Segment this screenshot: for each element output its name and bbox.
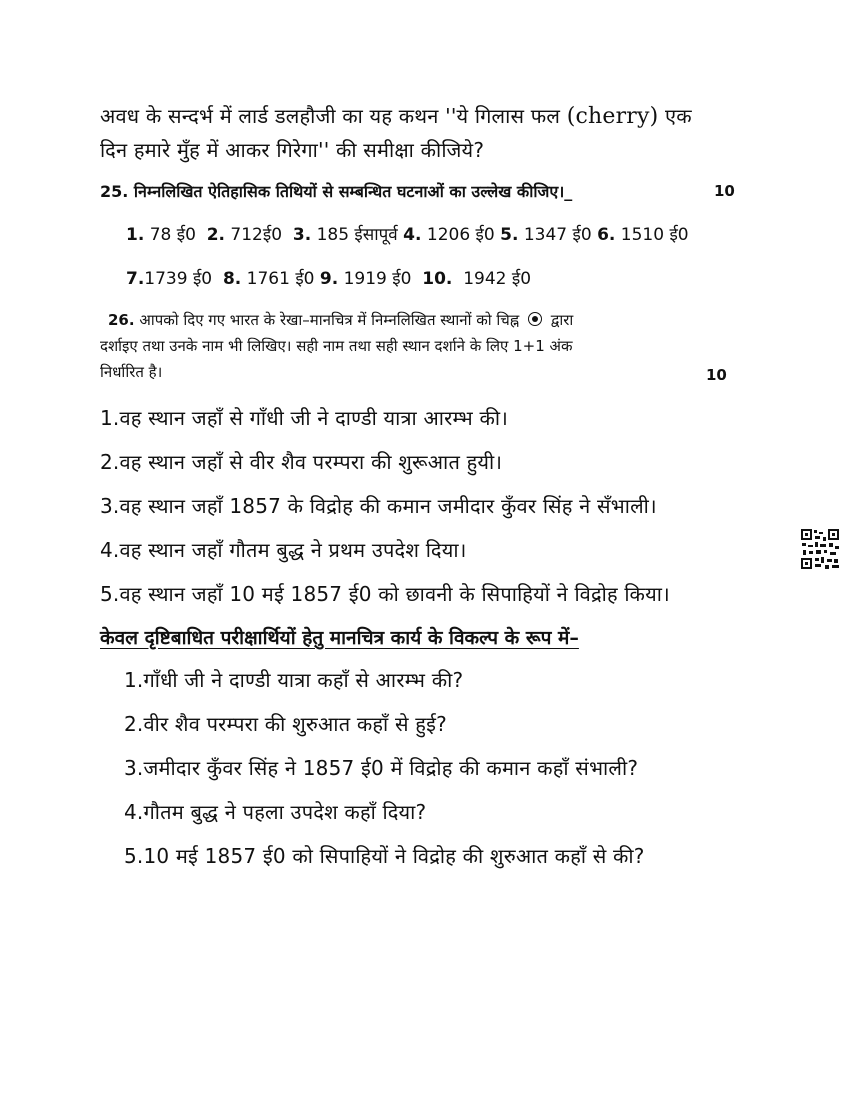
date-value: 185 ईसापूर्व — [316, 225, 398, 245]
top-question-line2: दिन हमारे मुँह में आकर गिरेगा'' की समीक्षा कीजिये? — [100, 138, 485, 162]
q26-line2: दर्शाइए तथा उनके नाम भी लिखिए। सही नाम तथा सही स्थान दर्शाने के लिए 1+1 अंक — [100, 337, 573, 355]
q26-marks: 10 — [706, 366, 727, 384]
date-num: 9. — [319, 269, 339, 289]
date-value: 1510 ई0 — [620, 225, 689, 245]
alt-heading: केवल दृष्टिबाधित परीक्षार्थियों हेतु मानचित्र कार्य के विकल्प के रूप में– — [100, 627, 579, 649]
date-value: 1919 ई0 — [343, 269, 412, 289]
top-question-text: अवध के सन्दर्भ में लार्ड डलहौजी का यह कथन ''ये गिलास फल — [100, 104, 561, 128]
date-num: 5. — [500, 225, 519, 245]
date-value: 712ई0 — [230, 225, 283, 245]
alt-item-4: 4.गौतम बुद्ध ने पहला उपदेश कहाँ दिया? — [124, 800, 427, 824]
top-question-tail: एक — [665, 104, 692, 128]
q26-item-1: 1.वह स्थान जहाँ से गाँधी जी ने दाण्डी यात्रा आरम्भ की। — [100, 406, 509, 430]
q26-item-5: 5.वह स्थान जहाँ 10 मई 1857 ई0 को छावनी के सिपाहियों ने विद्रोह किया। — [100, 582, 670, 606]
q26-number: 26. — [108, 311, 135, 329]
date-value: 1761 ई0 — [246, 269, 315, 289]
alt-item-3: 3.जमीदार कुँवर सिंह ने 1857 ई0 में विद्रोह की कमान कहाँ संभाली? — [124, 756, 639, 780]
q26-text: आपको दिए गए भारत के रेखा–मानचित्र में निम्नलिखित स्थानों को चिह्न — [139, 311, 520, 329]
date-num: 8. — [222, 269, 242, 289]
q25-heading: 25. निम्नलिखित ऐतिहासिक तिथियों से सम्बन्धित घटनाओं का उल्लेख कीजिए।_ — [100, 182, 573, 201]
date-value: 1739 ई0 — [144, 269, 213, 289]
top-question-line1 — [100, 102, 692, 129]
date-num: 4. — [403, 225, 422, 245]
date-value: 78 ई0 — [149, 225, 196, 245]
q26-text-tail: द्वारा — [550, 311, 574, 329]
date-num: 10. — [422, 269, 453, 289]
q26-line1 — [108, 310, 573, 330]
q25-dates-row2 — [126, 266, 531, 289]
cherry-word: (cherry) — [566, 104, 659, 129]
q25-dates-row1 — [126, 222, 689, 245]
alt-item-1: 1.गाँधी जी ने दाण्डी यात्रा कहाँ से आरम्भ की? — [124, 668, 464, 692]
date-num: 3. — [292, 225, 312, 245]
date-num: 6. — [597, 225, 616, 245]
date-value: 1206 ई0 — [426, 225, 495, 245]
q26-line3: निर्धारित है। — [100, 363, 163, 381]
date-value: 1942 ई0 — [463, 269, 532, 289]
dot-circle-icon — [528, 312, 542, 326]
q26-item-3: 3.वह स्थान जहाँ 1857 के विद्रोह की कमान जमीदार कुँवर सिंह ने सँभाली। — [100, 494, 657, 518]
date-num: 2. — [206, 225, 226, 245]
date-num: 7. — [126, 269, 145, 289]
date-num: 1. — [126, 225, 145, 245]
alt-item-5: 5.10 मई 1857 ई0 को सिपाहियों ने विद्रोह की शुरुआत कहाँ से की? — [124, 844, 645, 868]
alt-item-2: 2.वीर शैव परम्परा की शुरुआत कहाँ से हुई? — [124, 712, 447, 736]
q26-item-2: 2.वह स्थान जहाँ से वीर शैव परम्परा की शुरूआत हुयी। — [100, 450, 503, 474]
qr-code-icon — [800, 528, 840, 570]
q25-marks: 10 — [714, 182, 735, 200]
date-value: 1347 ई0 — [523, 225, 592, 245]
q26-item-4: 4.वह स्थान जहाँ गौतम बुद्ध ने प्रथम उपदेश दिया। — [100, 538, 467, 562]
